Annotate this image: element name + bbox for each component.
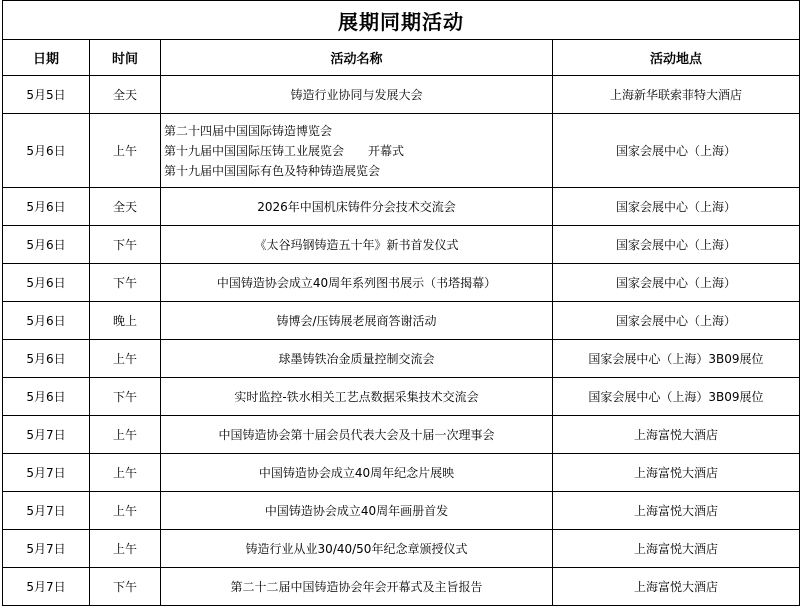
activity-name-line: 球墨铸铁冶金质量控制交流会 bbox=[278, 352, 435, 366]
title-row bbox=[3, 1, 800, 40]
cell-activity-name bbox=[161, 454, 553, 492]
header-time: 时间 bbox=[90, 40, 161, 76]
cell-activity-name bbox=[161, 378, 553, 416]
cell-activity-place: 国家会展中心（上海） bbox=[553, 264, 800, 302]
cell-time: 上午 bbox=[90, 114, 161, 188]
activity-table bbox=[2, 0, 800, 606]
cell-date: 5月7日 bbox=[3, 454, 90, 492]
activity-name-line: 中国铸造协会成立40周年画册首发 bbox=[264, 504, 449, 518]
table-row bbox=[3, 492, 800, 530]
cell-time: 全天 bbox=[90, 188, 161, 226]
cell-activity-name bbox=[161, 568, 553, 606]
cell-date: 5月6日 bbox=[3, 340, 90, 378]
activity-name-line: 铸博会/压铸展老展商答谢活动 bbox=[276, 314, 437, 328]
activity-name-line: 《太谷玛钢铸造五十年》新书首发仪式 bbox=[254, 238, 459, 252]
cell-activity-place: 国家会展中心（上海） bbox=[553, 302, 800, 340]
cell-activity-place: 国家会展中心（上海）3B09展位 bbox=[553, 378, 800, 416]
table-row bbox=[3, 302, 800, 340]
table-body bbox=[3, 76, 800, 606]
activity-name-line: 铸造行业协同与发展大会 bbox=[290, 88, 423, 102]
cell-activity-name bbox=[161, 76, 553, 114]
cell-activity-place: 上海富悦大酒店 bbox=[553, 568, 800, 606]
cell-activity-name bbox=[161, 226, 553, 264]
cell-time: 下午 bbox=[90, 264, 161, 302]
cell-activity-name bbox=[161, 188, 553, 226]
cell-activity-name bbox=[161, 340, 553, 378]
cell-activity-place: 上海富悦大酒店 bbox=[553, 492, 800, 530]
cell-date: 5月5日 bbox=[3, 76, 90, 114]
activity-name-line: 第十九届中国国际压铸工业展览会 开幕式 bbox=[164, 143, 405, 158]
cell-date: 5月6日 bbox=[3, 114, 90, 188]
cell-activity-place: 上海新华联索菲特大酒店 bbox=[553, 76, 800, 114]
cell-activity-place: 国家会展中心（上海）3B09展位 bbox=[553, 340, 800, 378]
activity-name-line: 铸造行业从业30/40/50年纪念章颁授仪式 bbox=[245, 542, 468, 556]
activity-name-line: 实时监控-铁水相关工艺点数据采集技术交流会 bbox=[234, 390, 479, 404]
cell-activity-place: 国家会展中心（上海） bbox=[553, 226, 800, 264]
table-row bbox=[3, 188, 800, 226]
cell-date: 5月7日 bbox=[3, 568, 90, 606]
cell-activity-name bbox=[161, 530, 553, 568]
cell-activity-name bbox=[161, 114, 553, 188]
cell-date: 5月7日 bbox=[3, 492, 90, 530]
cell-time: 全天 bbox=[90, 76, 161, 114]
cell-date: 5月7日 bbox=[3, 530, 90, 568]
cell-time: 下午 bbox=[90, 378, 161, 416]
table-row bbox=[3, 454, 800, 492]
cell-activity-place: 上海富悦大酒店 bbox=[553, 416, 800, 454]
activity-name-line: 第二十二届中国铸造协会年会开幕式及主旨报告 bbox=[230, 580, 483, 594]
table-row bbox=[3, 530, 800, 568]
cell-date: 5月6日 bbox=[3, 226, 90, 264]
cell-activity-place: 国家会展中心（上海） bbox=[553, 188, 800, 226]
cell-activity-place: 国家会展中心（上海） bbox=[553, 114, 800, 188]
activity-name-line: 2026年中国机床铸件分会技术交流会 bbox=[257, 200, 456, 214]
cell-time: 下午 bbox=[90, 226, 161, 264]
cell-activity-name bbox=[161, 416, 553, 454]
table-row bbox=[3, 76, 800, 114]
table-row bbox=[3, 340, 800, 378]
cell-date: 5月6日 bbox=[3, 188, 90, 226]
cell-time: 上午 bbox=[90, 416, 161, 454]
header-row bbox=[3, 40, 800, 76]
cell-date: 5月6日 bbox=[3, 378, 90, 416]
cell-activity-name bbox=[161, 264, 553, 302]
header-activity-place: 活动地点 bbox=[553, 40, 800, 76]
activity-name-line: 中国铸造协会成立40周年纪念片展映 bbox=[258, 466, 455, 480]
cell-date: 5月7日 bbox=[3, 416, 90, 454]
cell-time: 下午 bbox=[90, 568, 161, 606]
activity-name-line: 中国铸造协会第十届会员代表大会及十届一次理事会 bbox=[218, 428, 495, 442]
table-row bbox=[3, 416, 800, 454]
table-row bbox=[3, 226, 800, 264]
activity-name-line: 第二十四届中国国际铸造博览会 bbox=[164, 123, 333, 138]
header-date: 日期 bbox=[3, 40, 90, 76]
cell-time: 晚上 bbox=[90, 302, 161, 340]
cell-date: 5月6日 bbox=[3, 264, 90, 302]
cell-time: 上午 bbox=[90, 340, 161, 378]
cell-activity-place: 上海富悦大酒店 bbox=[553, 530, 800, 568]
cell-time: 上午 bbox=[90, 492, 161, 530]
table-row bbox=[3, 568, 800, 606]
cell-date: 5月6日 bbox=[3, 302, 90, 340]
cell-time: 上午 bbox=[90, 530, 161, 568]
header-activity-name: 活动名称 bbox=[161, 40, 553, 76]
activity-name-line: 第十九届中国国际有色及特种铸造展览会 bbox=[164, 163, 381, 178]
cell-activity-name bbox=[161, 492, 553, 530]
cell-activity-name bbox=[161, 302, 553, 340]
activity-name-line: 中国铸造协会成立40周年系列图书展示（书塔揭幕） bbox=[216, 276, 497, 290]
table-row bbox=[3, 114, 800, 188]
table-title: 展期同期活动 bbox=[3, 1, 800, 40]
table-row bbox=[3, 378, 800, 416]
cell-activity-place: 上海富悦大酒店 bbox=[553, 454, 800, 492]
table-row bbox=[3, 264, 800, 302]
cell-time: 上午 bbox=[90, 454, 161, 492]
